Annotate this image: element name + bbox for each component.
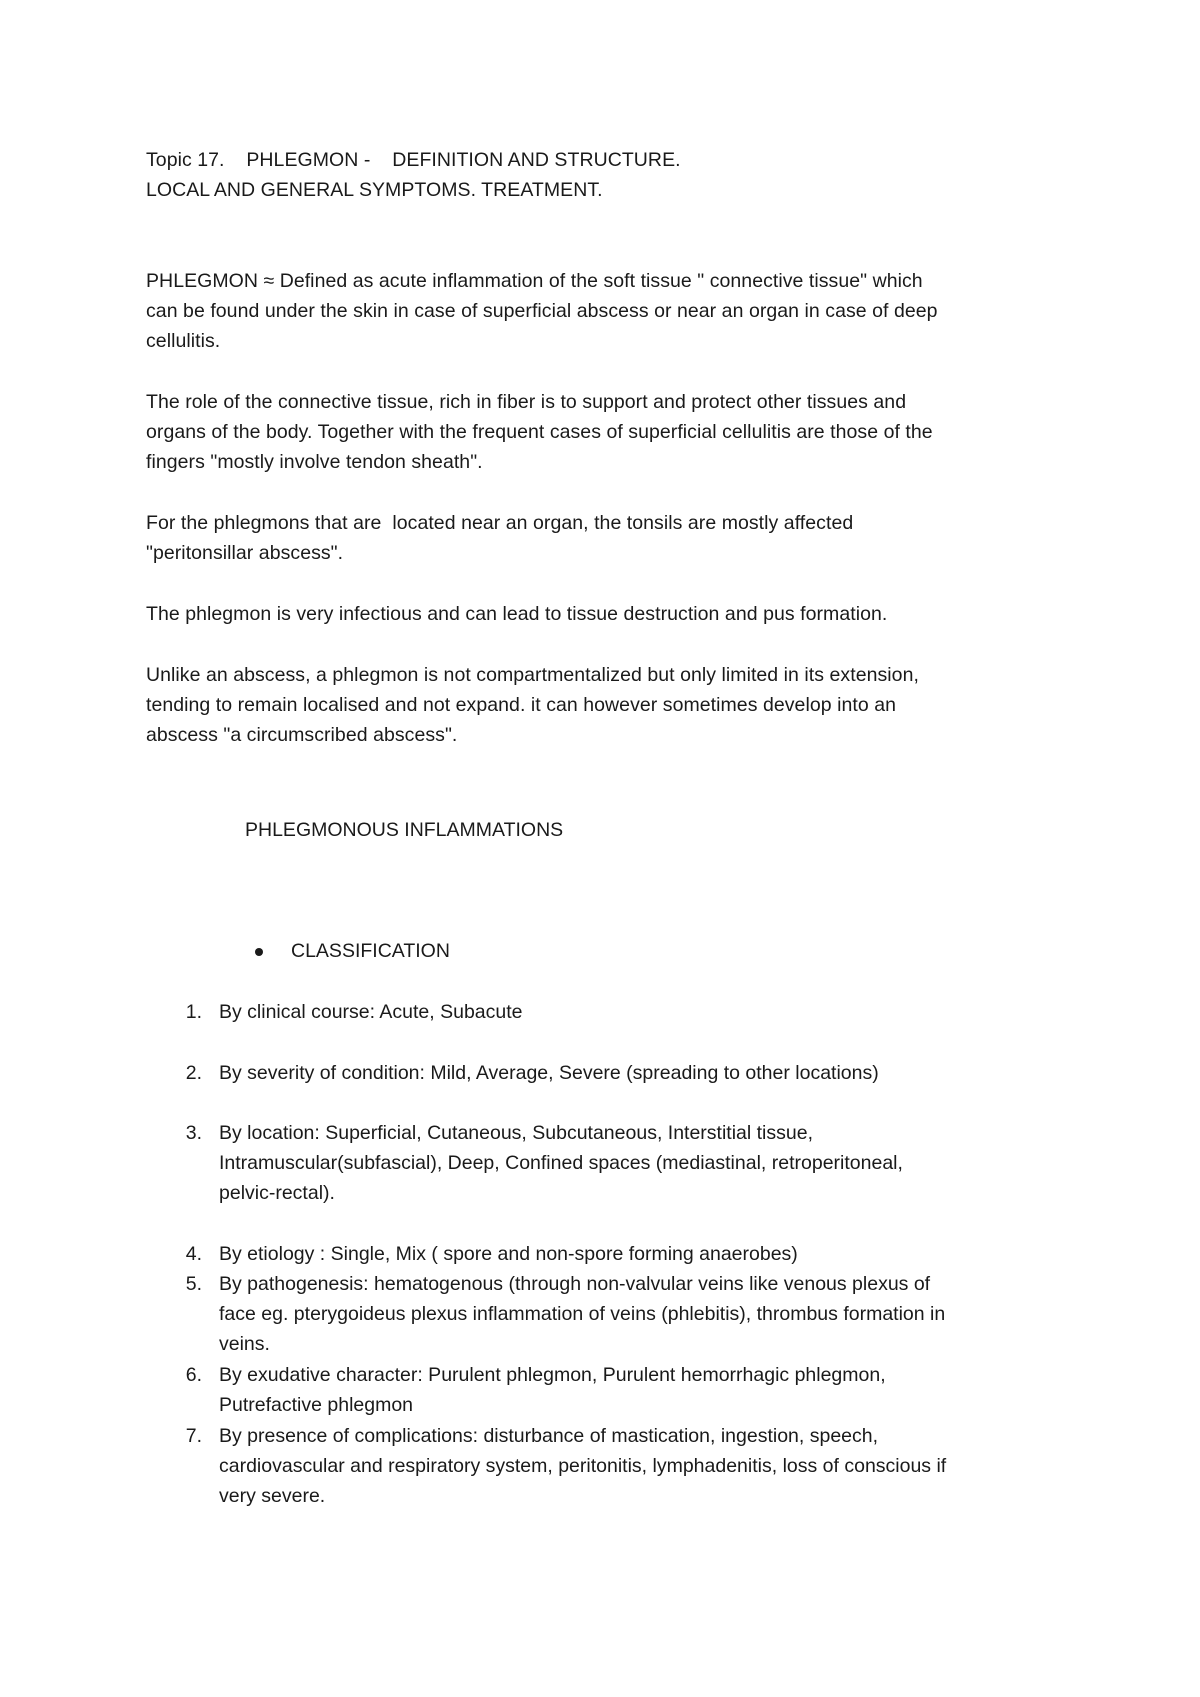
paragraph-2-line-3: fingers "mostly involve tendon sheath".	[146, 451, 483, 473]
list-item-line: very severe.	[219, 1485, 326, 1507]
list-item-line: veins.	[219, 1333, 270, 1355]
list-item-line: By presence of complications: disturbance of mastication, ingestion, speech,	[219, 1425, 879, 1447]
list-item-line: cardiovascular and respiratory system, peritonitis, lymphadenitis, loss of conscious if	[219, 1455, 947, 1477]
paragraph-4-line-1: The phlegmon is very infectious and can lead to tissue destruction and pus formation.	[146, 603, 888, 625]
paragraph-3-line-1: For the phlegmons that are located near an organ, the tonsils are mostly affected	[146, 512, 854, 534]
section-heading: PHLEGMONOUS INFLAMMATIONS	[245, 819, 564, 841]
paragraph-1-line-2: can be found under the skin in case of superficial abscess or near an organ in case of deep	[146, 300, 938, 322]
list-number: 1.	[185, 1001, 202, 1023]
paragraph-2-line-2: organs of the body. Together with the frequent cases of superficial cellulitis are those of the	[146, 421, 933, 443]
list-number: 2.	[185, 1062, 202, 1084]
list-item-line: By location: Superficial, Cutaneous, Subcutaneous, Interstitial tissue,	[219, 1122, 813, 1144]
list-item-line: By exudative character: Purulent phlegmon, Purulent hemorrhagic phlegmon,	[219, 1364, 886, 1386]
paragraph-1-line-3: cellulitis.	[146, 330, 221, 352]
paragraph-5-line-2: tending to remain localised and not expand. it can however sometimes develop into an	[146, 694, 896, 716]
paragraph-2-line-1: The role of the connective tissue, rich in fiber is to support and protect other tissues and	[146, 391, 907, 413]
document-title-line-1: Topic 17. PHLEGMON - DEFINITION AND STRUCTURE.	[146, 149, 681, 171]
list-item-line: face eg. pterygoideus plexus inflammation of veins (phlebitis), thrombus formation in	[219, 1303, 946, 1325]
document-title-line-2: LOCAL AND GENERAL SYMPTOMS. TREATMENT.	[146, 179, 603, 201]
paragraph-1-line-1: PHLEGMON ≈ Defined as acute inflammation of the soft tissue " connective tissue" which	[146, 270, 923, 292]
paragraph-3-line-2: "peritonsillar abscess".	[146, 542, 344, 564]
list-number: 5.	[185, 1273, 202, 1295]
list-item-line: Intramuscular(subfascial), Deep, Confined spaces (mediastinal, retroperitoneal,	[219, 1152, 903, 1174]
list-item-line: By severity of condition: Mild, Average, Severe (spreading to other locations)	[219, 1062, 879, 1084]
bullet-dot-icon	[255, 948, 263, 956]
list-number: 7.	[185, 1425, 202, 1447]
list-item-line: pelvic-rectal).	[219, 1182, 335, 1204]
paragraph-5-line-3: abscess "a circumscribed abscess".	[146, 724, 458, 746]
list-item-line: By clinical course: Acute, Subacute	[219, 1001, 523, 1023]
bullet-text: CLASSIFICATION	[291, 940, 450, 962]
list-item-line: Putrefactive phlegmon	[219, 1394, 414, 1416]
list-item-line: By etiology : Single, Mix ( spore and non-spore forming anaerobes)	[219, 1243, 798, 1265]
list-number: 4.	[185, 1243, 202, 1265]
list-number: 6.	[185, 1364, 202, 1386]
list-number: 3.	[185, 1122, 202, 1144]
paragraph-5-line-1: Unlike an abscess, a phlegmon is not compartmentalized but only limited in its extension,	[146, 664, 919, 686]
list-item-line: By pathogenesis: hematogenous (through non-valvular veins like venous plexus of	[219, 1273, 931, 1295]
